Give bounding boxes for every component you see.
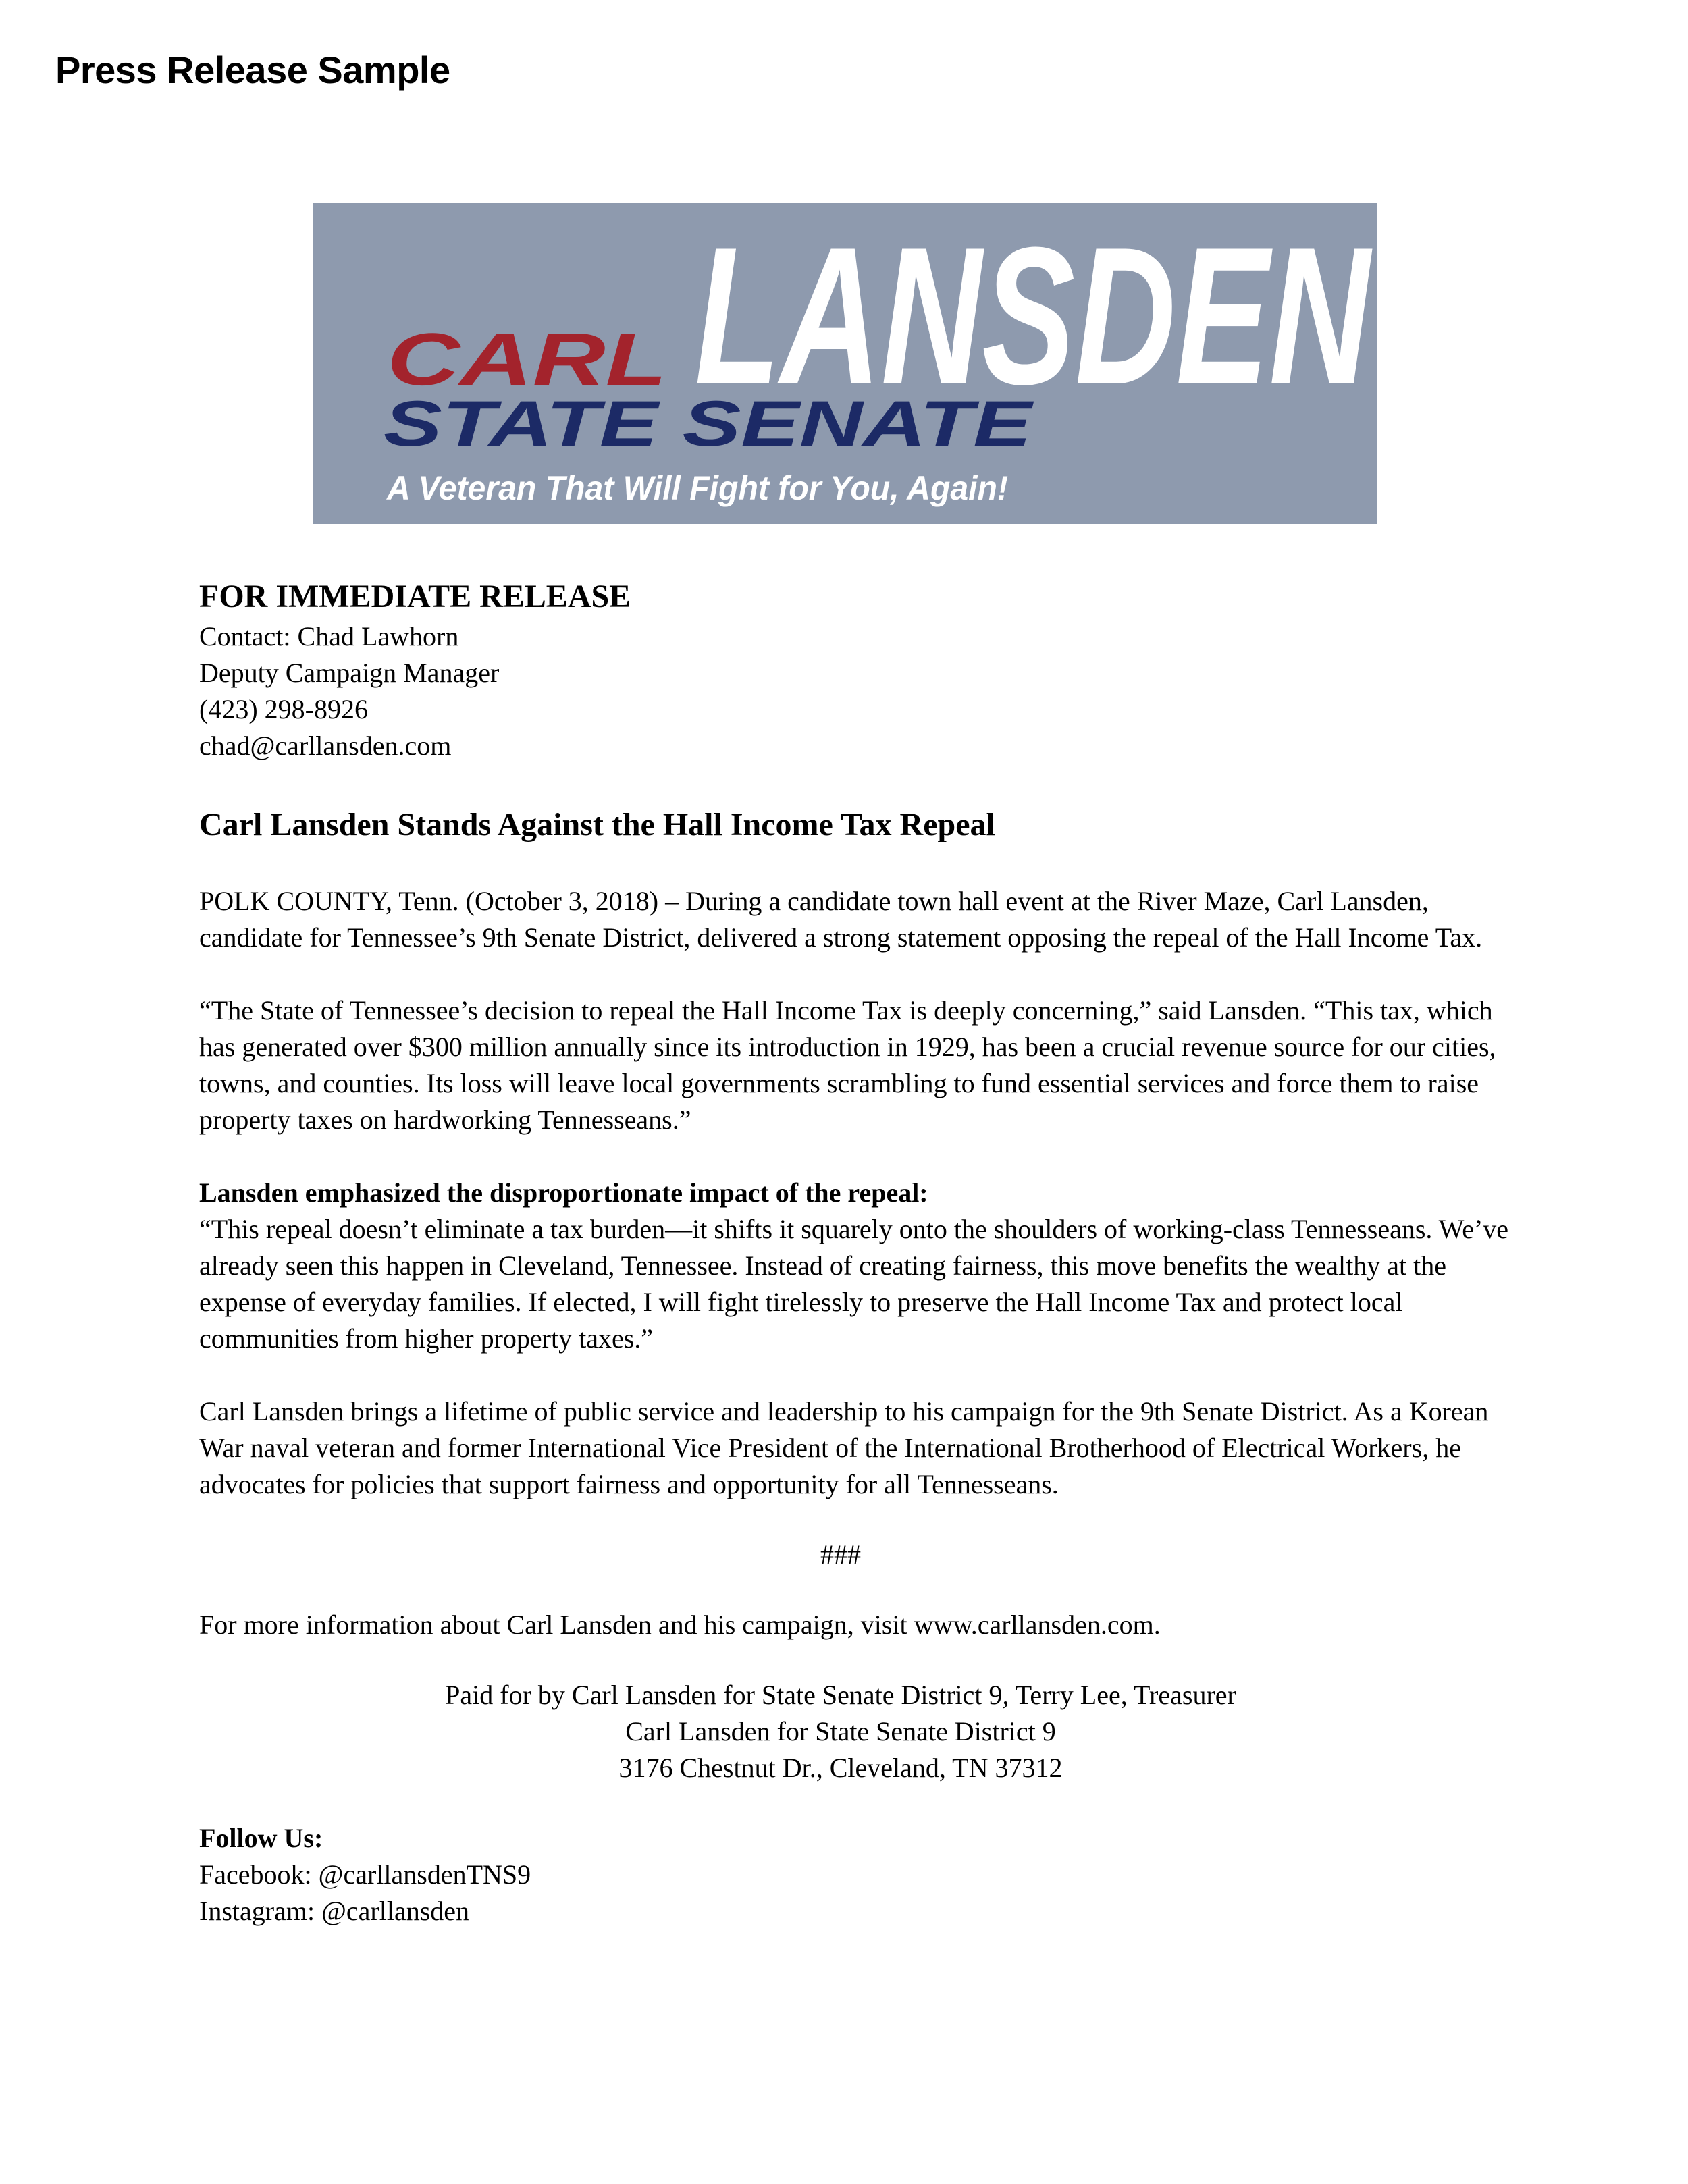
disclaimer-line-2: Carl Lansden for State Senate District 9	[625, 1716, 1056, 1747]
more-info: For more information about Carl Lansden and his campaign, visit www.carllansden.com.	[199, 1609, 1161, 1640]
disclaimer-line-1: Paid for by Carl Lansden for State Senate District 9, Terry Lee, Treasurer	[445, 1680, 1236, 1710]
campaign-logo-banner	[313, 203, 1377, 524]
contact-phone: (423) 298-8926	[199, 694, 368, 724]
instagram-handle: Instagram: @carllansden	[199, 1896, 470, 1926]
emphasis-heading: Lansden emphasized the disproportionate impact of the repeal:	[199, 1177, 928, 1208]
logo-first-name: CARL	[387, 318, 667, 401]
quote-paragraph: “The State of Tennessee’s decision to repeal the Hall Income Tax is deeply concerning,” said Lansden. “This tax, which has generated over $300 million annually since its introduction in 1929, has been a crucial revenue source for our cities, towns, and counties. Its loss will leave local governments scrambling to fund essential services and force them to raise property taxes on hardworking Tennesseans.”	[199, 995, 1496, 1135]
disclaimer-line-3: 3176 Chestnut Dr., Cleveland, TN 37312	[618, 1753, 1063, 1783]
logo-office: STATE SENATE	[384, 388, 1034, 460]
page-heading: Press Release Sample	[55, 49, 450, 91]
second-quote-paragraph: “This repeal doesn’t eliminate a tax burden—it shifts it squarely onto the shoulders of working-class Tennesseans. We’ve already seen this happen in Cleveland, Tennessee. Instead of creating fairness, this move benefits the wealthy at the expense of everyday families. If elected, I will fight tirelessly to preserve the Hall Income Tax and protect local communities from higher property taxes.”	[199, 1214, 1509, 1354]
logo-last-name: LANSDEN	[695, 207, 1374, 425]
contact-email: chad@carllansden.com	[199, 730, 452, 761]
campaign-logo	[313, 203, 1377, 524]
bio-paragraph: Carl Lansden brings a lifetime of public service and leadership to his campaign for the 9th Senate District. As a Korean War naval veteran and former International Vice President of the International Brotherhood of Electrical Workers, he advocates for policies that support fairness and opportunity for all Tennesseans.	[199, 1396, 1489, 1499]
press-release-content	[199, 575, 1516, 1929]
facebook-handle: Facebook: @carllansdenTNS9	[199, 1859, 531, 1890]
lead-paragraph: POLK COUNTY, Tenn. (October 3, 2018) – During a candidate town hall event at the River Maze, Carl Lansden, candidate for Tennessee’s 9th Senate District, delivered a strong statement opposing the repeal of the Hall Income Tax.	[199, 886, 1483, 953]
follow-us-heading: Follow Us:	[199, 1823, 323, 1853]
contact-name: Contact: Chad Lawhorn	[199, 621, 459, 651]
headline: Carl Lansden Stands Against the Hall Income Tax Repeal	[199, 807, 995, 843]
contact-title: Deputy Campaign Manager	[199, 658, 500, 688]
logo-tagline: A Veteran That Will Fight for You, Again!	[386, 469, 1008, 507]
end-mark: ###	[820, 1539, 861, 1570]
release-label: FOR IMMEDIATE RELEASE	[199, 579, 631, 614]
